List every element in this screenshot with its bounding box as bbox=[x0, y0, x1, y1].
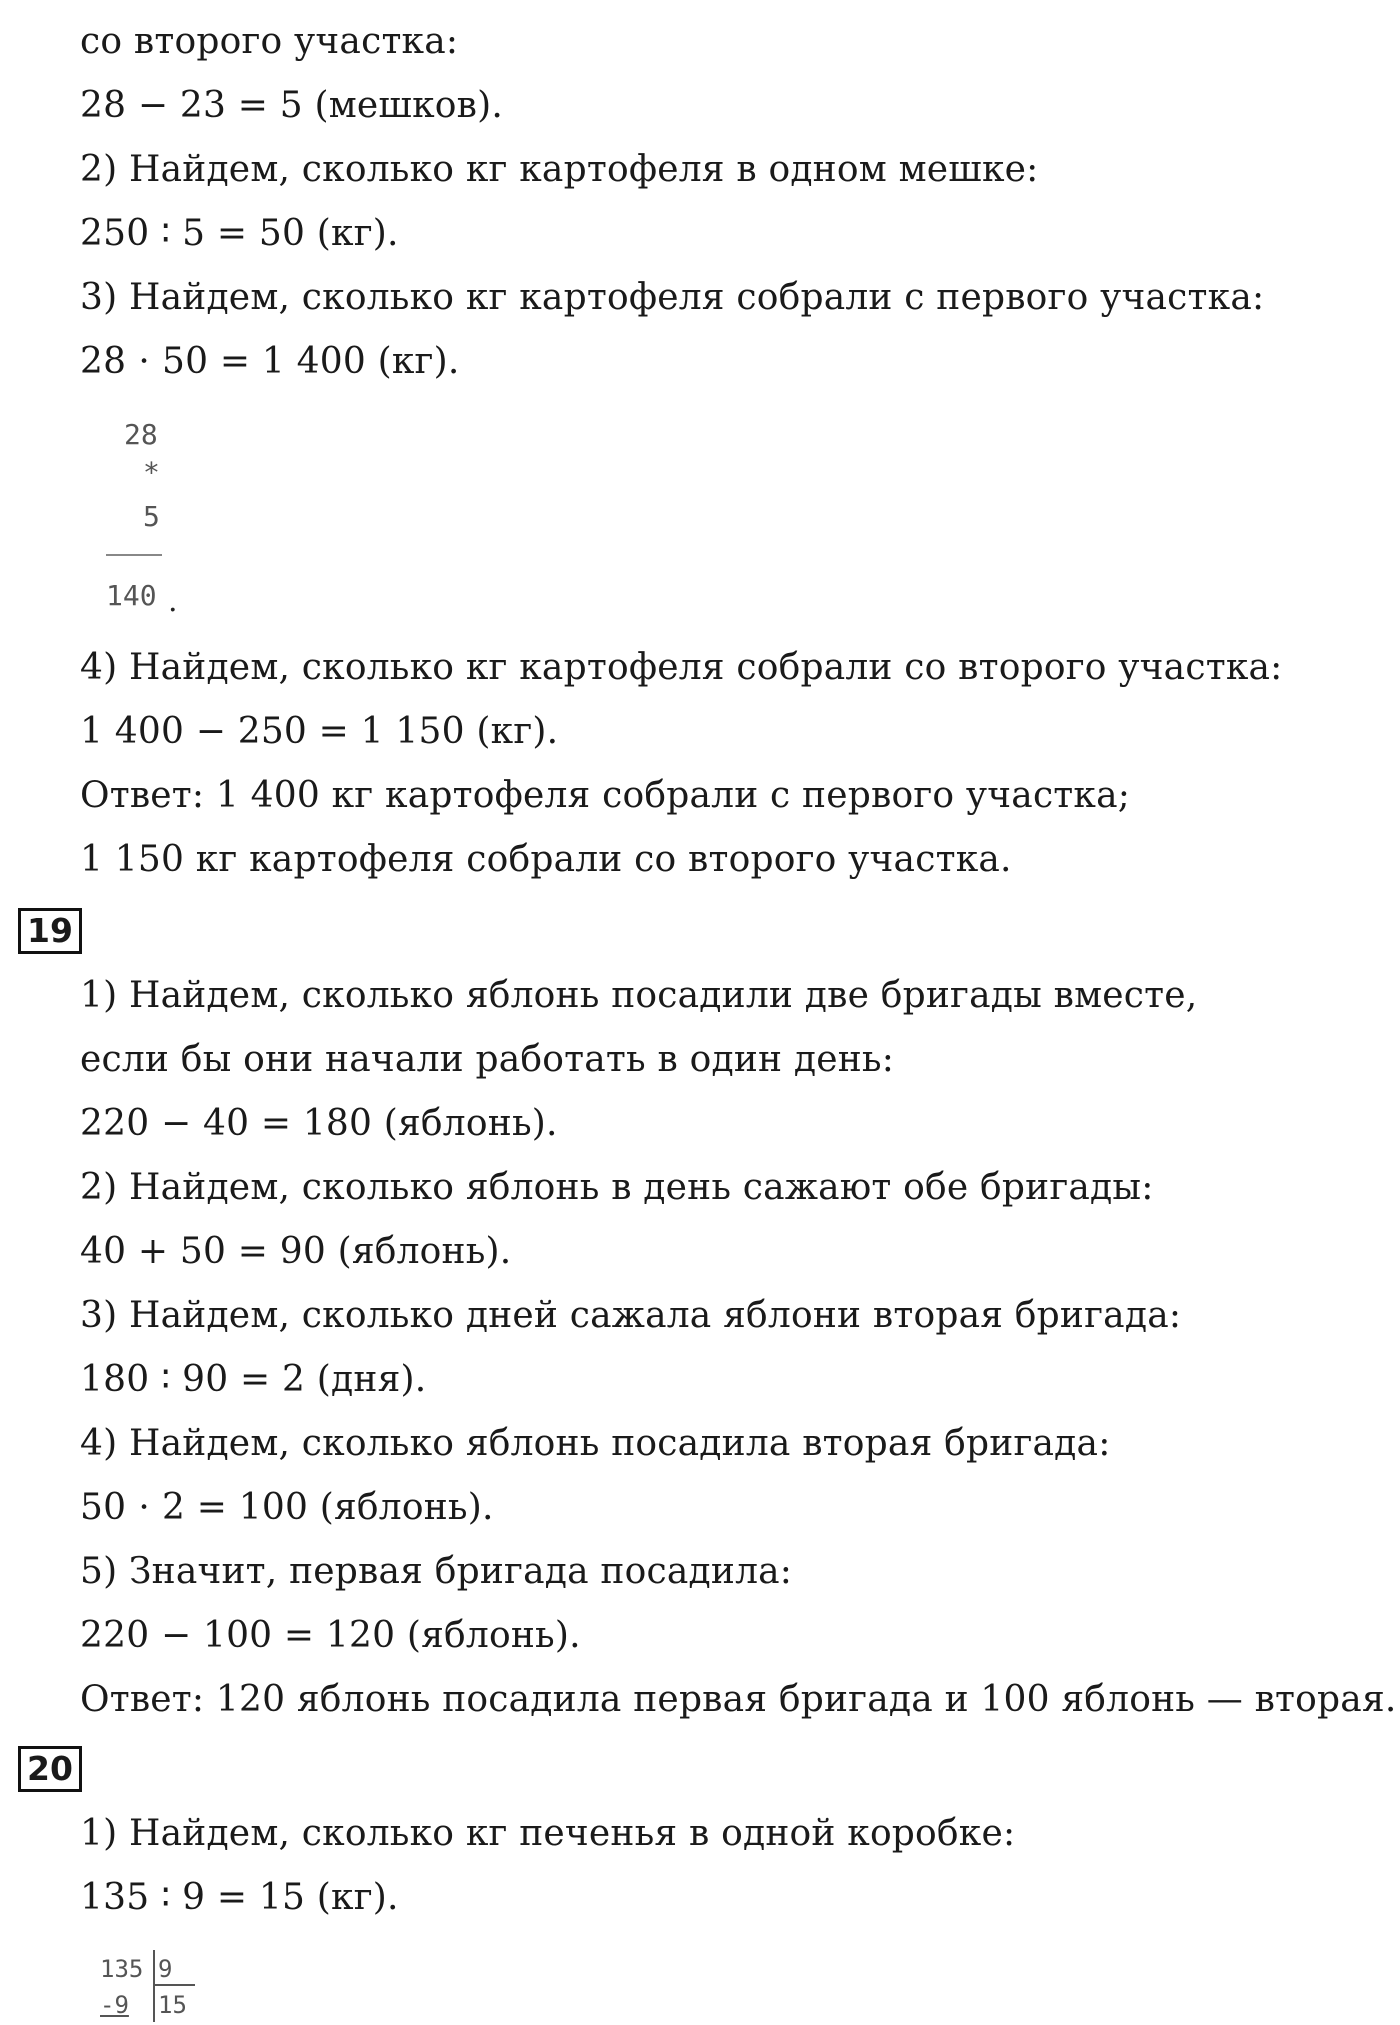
division-vertical-rule bbox=[153, 1950, 155, 2022]
text-line: 220 − 100 = 120 (яблонь). bbox=[80, 1615, 581, 1656]
text-line: 135 ∶ 9 = 15 (кг). bbox=[80, 1877, 399, 1918]
calc-trailing-dot: . bbox=[168, 584, 178, 619]
division-dividend: 135 bbox=[100, 1955, 144, 1983]
text-line: 4) Найдем, сколько кг картофеля собрали со второго участка: bbox=[80, 647, 1283, 688]
text-line: 28 ⋅ 50 = 1 400 (кг). bbox=[80, 341, 460, 382]
text-line: 28 − 23 = 5 (мешков). bbox=[80, 85, 504, 126]
text-line: если бы они начали работать в один день: bbox=[80, 1039, 895, 1080]
text-line: 1) Найдем, сколько кг печенья в одной коробке: bbox=[80, 1813, 1016, 1854]
division-quotient: 15 bbox=[158, 1991, 187, 2019]
text-line: 1) Найдем, сколько яблонь посадили две бригады вместе, bbox=[80, 975, 1198, 1016]
text-line: Ответ: 120 яблонь посадила первая бригада и 100 яблонь — вторая. bbox=[80, 1679, 1397, 1720]
text-line: 180 ∶ 90 = 2 (дня). bbox=[80, 1359, 427, 1400]
division-divisor: 9 bbox=[158, 1955, 173, 1983]
text-line: со второго участка: bbox=[80, 21, 459, 62]
text-line: 4) Найдем, сколько яблонь посадила вторая бригада: bbox=[80, 1423, 1111, 1464]
text-line: Ответ: 1 400 кг картофеля собрали с первого участка; bbox=[80, 775, 1131, 816]
text-line: 40 + 50 = 90 (яблонь). bbox=[80, 1231, 512, 1272]
text-line: 2) Найдем, сколько яблонь в день сажают обе бригады: bbox=[80, 1167, 1154, 1208]
text-line: 50 ⋅ 2 = 100 (яблонь). bbox=[80, 1487, 494, 1528]
text-line: 250 ∶ 5 = 50 (кг). bbox=[80, 213, 399, 254]
calc-operator: * bbox=[143, 456, 160, 489]
calc-result-rule bbox=[106, 554, 162, 556]
calc-bottom-operand: 5 bbox=[143, 500, 160, 533]
division-quotient-rule bbox=[155, 1984, 195, 1986]
division-subtrahend: -9 bbox=[100, 1991, 129, 2019]
text-line: 3) Найдем, сколько дней сажала яблони вторая бригада: bbox=[80, 1295, 1182, 1336]
calc-result: 140 bbox=[106, 579, 157, 612]
text-line: 1 150 кг картофеля собрали со второго участка. bbox=[80, 839, 1012, 880]
text-line: 2) Найдем, сколько кг картофеля в одном мешке: bbox=[80, 149, 1039, 190]
text-line: 5) Значит, первая бригада посадила: bbox=[80, 1551, 793, 1592]
calc-top-operand: 28 bbox=[124, 418, 158, 451]
text-line: 1 400 − 250 = 1 150 (кг). bbox=[80, 711, 559, 752]
text-line: 3) Найдем, сколько кг картофеля собрали с первого участка: bbox=[80, 277, 1265, 318]
task-number-19: 19 bbox=[18, 908, 82, 954]
task-number-20: 20 bbox=[18, 1746, 82, 1792]
text-line: 220 − 40 = 180 (яблонь). bbox=[80, 1103, 558, 1144]
